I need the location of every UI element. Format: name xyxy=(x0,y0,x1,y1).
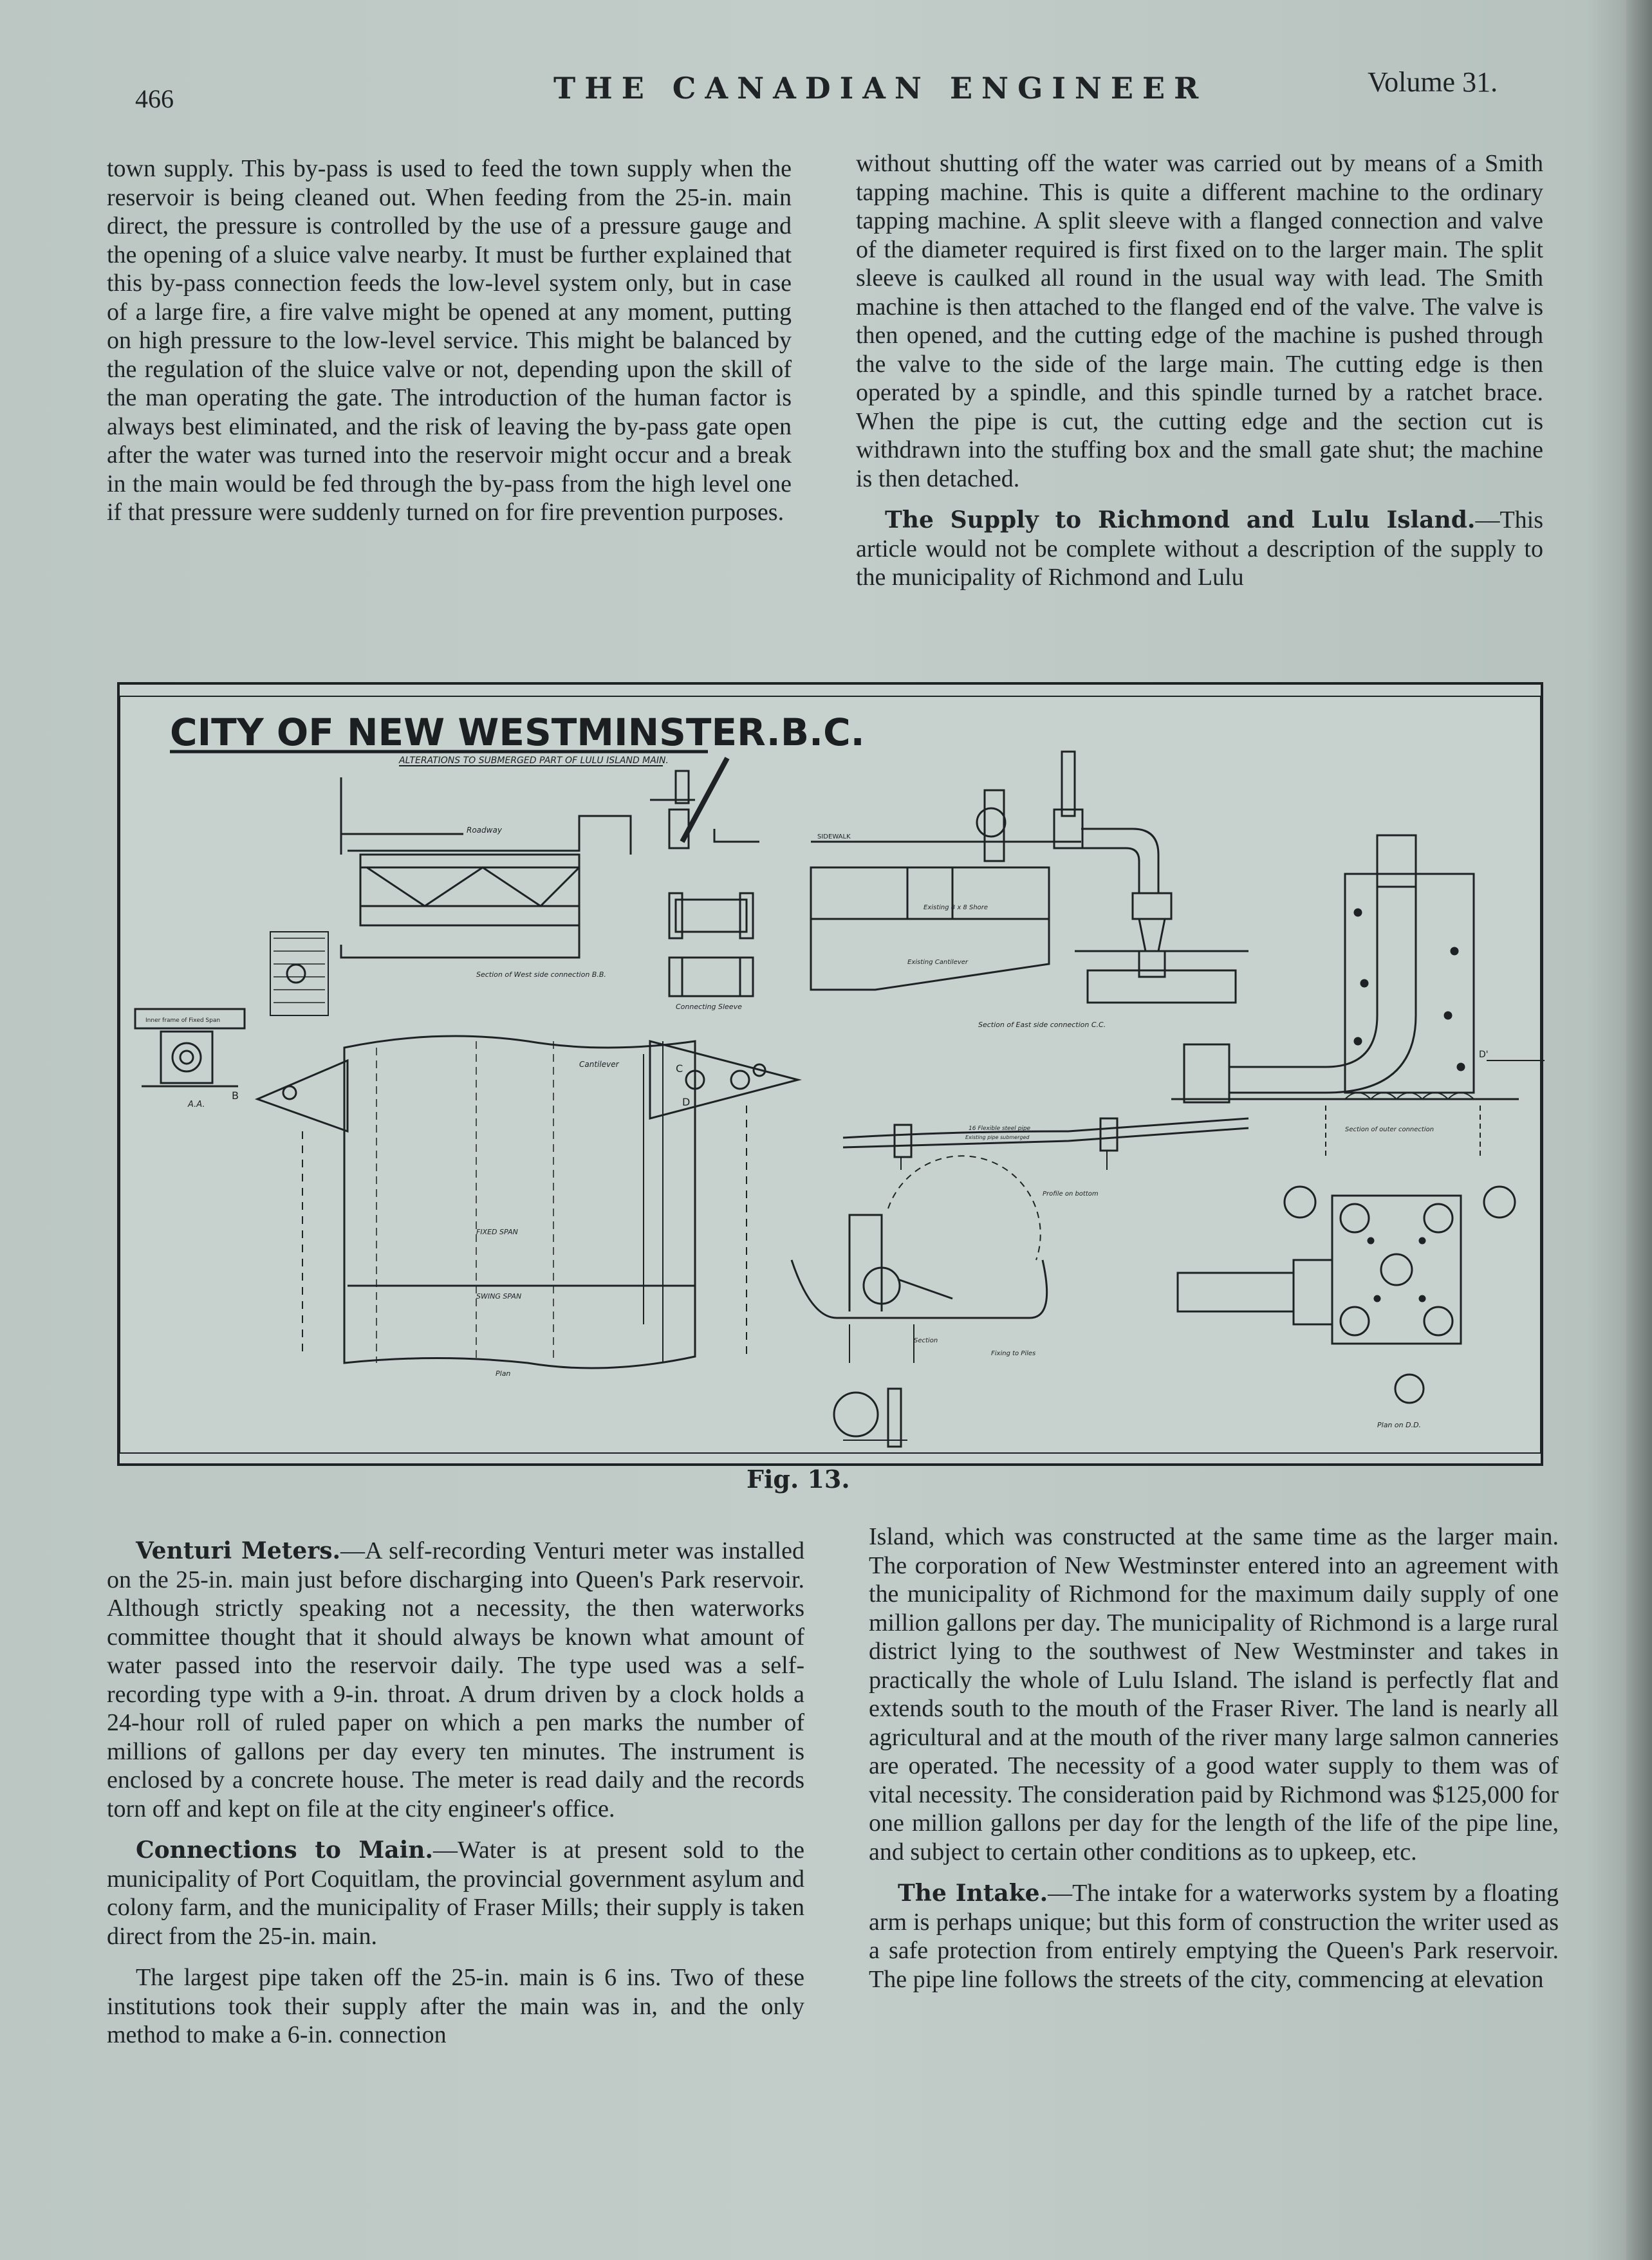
profile-label: Profile on bottom xyxy=(1043,1190,1099,1198)
inner-frame-label: Inner frame of Fixed Span xyxy=(145,1017,221,1024)
pipe-label: 16 Flexible steel pipe xyxy=(969,1125,1031,1132)
roadway-label: Roadway xyxy=(467,826,502,835)
bottom-right-column xyxy=(869,1523,1559,1994)
paragraph-body: —The intake for a waterworks system by a floating arm is perhaps unique; but this form of construction the writer used as a safe protection from entirely emptying the Queen's Park reservoir. The pipe line follows the streets of the city, commencing at elevation xyxy=(869,1880,1559,1993)
paragraph: without shutting off the water was carried out by means of a Smith tapping machine. This is quite a different machine to the ordinary tapping machine. A split sleeve with a flanged connection and valve of the diameter required is first fixed on to the larger main. The split sleeve is caulked all round in the usual way with lead. The Smith machine is then attached to the flanged end of the valve. The valve is then opened, and the cutting edge of the machine is pushed through the valve to the side of the large main. The cutting edge is then operated by a spindle, and this spindle turned by a ratchet brace. When the pipe is cut, the cutting edge and the section cut is withdrawn into the stuffing box and the small gate shut; the machine is then detached. xyxy=(856,150,1543,492)
plan-dd-label: Plan on D.D. xyxy=(1377,1421,1422,1429)
paragraph: The largest pipe taken off the 25-in. main is 6 ins. Two of these institutions took their supply after the main was in, and the only method to make a 6-in. connection xyxy=(107,1964,804,2048)
bottom-left-column xyxy=(107,1537,804,2050)
outer-connection-label: Section of outer connection xyxy=(1345,1126,1434,1133)
connecting-sleeve-label: Connecting Sleeve xyxy=(676,1003,742,1011)
paragraph: town supply. This by-pass is used to feed the town supply when the reservoir is being cleaned out. When feeding from the 25-in. main direct, the pressure is controlled by the use of a pressure gauge and the opening of a sluice valve nearby. It must be further explained that this by-pass connection feeds the low-level system only, but in case of a large fire, a fire valve might be opened at any moment, putting on high pressure to the low-level service. This might be balanced by the regulation of the sluice valve or not, depending upon the skill of the man operating the gate. The introduction of the human factor is always best eliminated, and the risk of leaving the by-pass gate open after the water was turned into the reservoir might occur and a break in the main would be fed through the by-pass from the high level one if that pressure were suddenly turned on for fire prevention purposes. xyxy=(107,155,792,526)
west-section-label: Section of West side connection B.B. xyxy=(476,970,606,979)
paragraph-body: —This article would not be complete without a description of the supply to the municipality of Richmond and Lulu xyxy=(856,506,1543,591)
figure-frame xyxy=(118,683,1542,1465)
section-heading: The Intake. xyxy=(898,1880,1048,1907)
section-heading: Connections to Main. xyxy=(136,1837,433,1864)
page-edge xyxy=(1626,0,1652,2260)
pipe-sub-label: Existing pipe submerged xyxy=(965,1135,1030,1140)
paragraph xyxy=(869,1879,1559,1994)
aa-label: A.A. xyxy=(188,1100,205,1109)
sidewalk-label: SIDEWALK xyxy=(817,833,851,840)
volume-label: Volume 31. xyxy=(1368,66,1498,98)
swing-span-label: SWING SPAN xyxy=(476,1292,522,1301)
d-marker: D xyxy=(682,1096,691,1108)
figure-subtitle: ALTERATIONS TO SUBMERGED PART OF LULU ISLAND MAIN. xyxy=(399,755,669,766)
top-right-column xyxy=(856,149,1543,592)
plan-label: Plan xyxy=(496,1369,511,1378)
paragraph-body: —Water is at present sold to the municipality of Port Coquitlam, the provincial government asylum and colony farm, and the municipality of Fraser Mills; their supply is taken direct from the 25-in. main. xyxy=(107,1837,804,1950)
c-marker: C xyxy=(676,1062,683,1075)
b-marker: B xyxy=(232,1089,239,1102)
figure-caption: Fig. 13. xyxy=(747,1465,850,1494)
section-label: Section xyxy=(914,1337,938,1344)
section-heading: Venturi Meters. xyxy=(136,1537,341,1564)
page-number: 466 xyxy=(135,84,174,113)
east-section-label: Section of East side connection C.C. xyxy=(978,1021,1106,1029)
paragraph xyxy=(856,506,1543,592)
d-prime-marker: D' xyxy=(1479,1050,1489,1060)
section-heading: The Supply to Richmond and Lulu Island. xyxy=(885,506,1476,533)
existing-shore-label: Existing 8 x 8 Shore xyxy=(923,904,988,911)
figure-title: CITY OF NEW WESTMINSTER.B.C. xyxy=(170,710,865,754)
engineering-drawing xyxy=(116,681,1545,1467)
journal-title: THE CANADIAN ENGINEER xyxy=(553,71,1208,106)
paragraph-body: —A self-recording Venturi meter was installed on the 25-in. main just before discharging into Queen's Park reservoir. Although strictly speaking not a necessity, the then waterworks committee thought that it should always be known what amount of water passed into the reservoir daily. The type used was a self-recording type with a 9-in. throat. A drum driven by a clock holds a 24-hour roll of ruled paper on which a pen marks the number of millions of gallons per day every ten minutes. The instrument is enclosed by a concrete house. The meter is read daily and the records torn off and kept on file at the city engineer's office. xyxy=(107,1537,804,1822)
fixed-span-label: FIXED SPAN xyxy=(476,1228,518,1236)
fixing-piles-label: Fixing to Piles xyxy=(991,1350,1036,1357)
paragraph: Island, which was constructed at the same time as the larger main. The corporation of New Westminster entered into an agreement with the municipality of Richmond for the maximum daily supply of one million gallons per day. The municipality of Richmond is a large rural district lying to the southwest of New Westminster and takes in practically the whole of Lulu Island. The island is perfectly flat and extends south to the mouth of the Fraser River. The land is nearly all agricultural and at the mouth of the river many large salmon canneries are operated. The necessity of a good water supply to them was of vital necessity. The consideration paid by Richmond was $125,000 for one million gallons per day for the length of the life of the pipe line, and subject to certain other conditions as to upkeep, etc. xyxy=(869,1523,1559,1866)
paragraph xyxy=(107,1537,804,1823)
top-left-column xyxy=(107,154,792,527)
paragraph xyxy=(107,1836,804,1950)
page-header xyxy=(0,62,1652,113)
cantilever-label: Cantilever xyxy=(579,1060,619,1069)
existing-cantilever-label: Existing Cantilever xyxy=(907,959,969,966)
